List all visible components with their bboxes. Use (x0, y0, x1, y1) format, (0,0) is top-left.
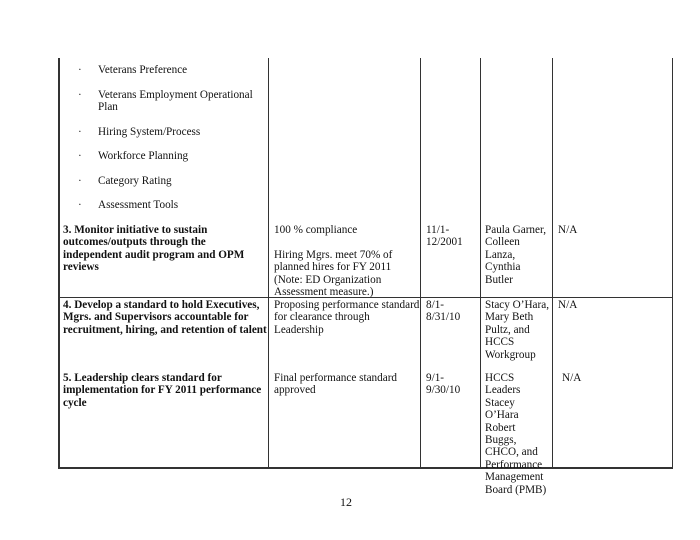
bullet-icon: · (78, 64, 82, 76)
bullet-text: Assessment Tools (98, 199, 179, 211)
date-cell: 9/1-9/30/10 (426, 372, 461, 397)
measure-cell: 100 % compliance (274, 224, 358, 236)
resources-cell: N/A (558, 224, 578, 236)
bullet-icon: · (78, 89, 82, 101)
bullet-text: Hiring System/Process (98, 126, 201, 138)
bullet-text: Veterans Preference (98, 64, 188, 76)
date-cell: 11/1-12/2001 (426, 224, 463, 249)
bullet-icon: · (78, 199, 82, 211)
resources-cell: N/A (558, 299, 578, 311)
action-plan-table (58, 58, 673, 496)
resources-cell: N/A (562, 372, 582, 384)
table-border-bottom (58, 467, 673, 469)
action-item-cell: 3. Monitor initiative to sustain outcomes/outputs through the independent audit program and OPM reviews (63, 224, 245, 274)
measure-cell: Proposing performance standard for clearance through Leadership (274, 299, 420, 336)
action-item-cell: 4. Develop a standard to hold Executives, Mgrs. and Supervisors accountable for recruitment, hiring, and retention of talent (63, 299, 267, 336)
page-number: 12 (340, 495, 352, 509)
column-divider (268, 58, 269, 468)
date-cell: 8/1-8/31/10 (426, 299, 461, 324)
bullet-text: Category Rating (98, 175, 172, 187)
bullet-text: Veterans Employment Operational Plan (98, 89, 253, 114)
measure-cell: Hiring Mgrs. meet 70% of planned hires for FY 2011 (Note: ED Organization Assessment measure.) (274, 249, 393, 299)
table-border-left (58, 58, 60, 468)
measure-cell: Final performance standard approved (274, 372, 398, 397)
responsible-cell: HCCS Leaders Stacey O’Hara Robert Buggs, CHCO, and Performance Management Board (PMB) (485, 372, 547, 496)
column-divider (480, 58, 481, 468)
column-divider (420, 58, 421, 468)
bullet-icon: · (78, 126, 82, 138)
bullet-text: Workforce Planning (98, 150, 189, 162)
bullet-icon: · (78, 175, 82, 187)
responsible-cell: Paula Garner, Colleen Lanza, Cynthia Butler (485, 224, 547, 286)
responsible-cell: Stacy O’Hara, Mary Beth Pultz, and HCCS Workgroup (485, 299, 549, 361)
column-divider (552, 58, 553, 468)
table-border-right (672, 58, 673, 468)
bullet-icon: · (78, 150, 82, 162)
action-item-cell: 5. Leadership clears standard for implementation for FY 2011 performance cycle (63, 372, 262, 409)
